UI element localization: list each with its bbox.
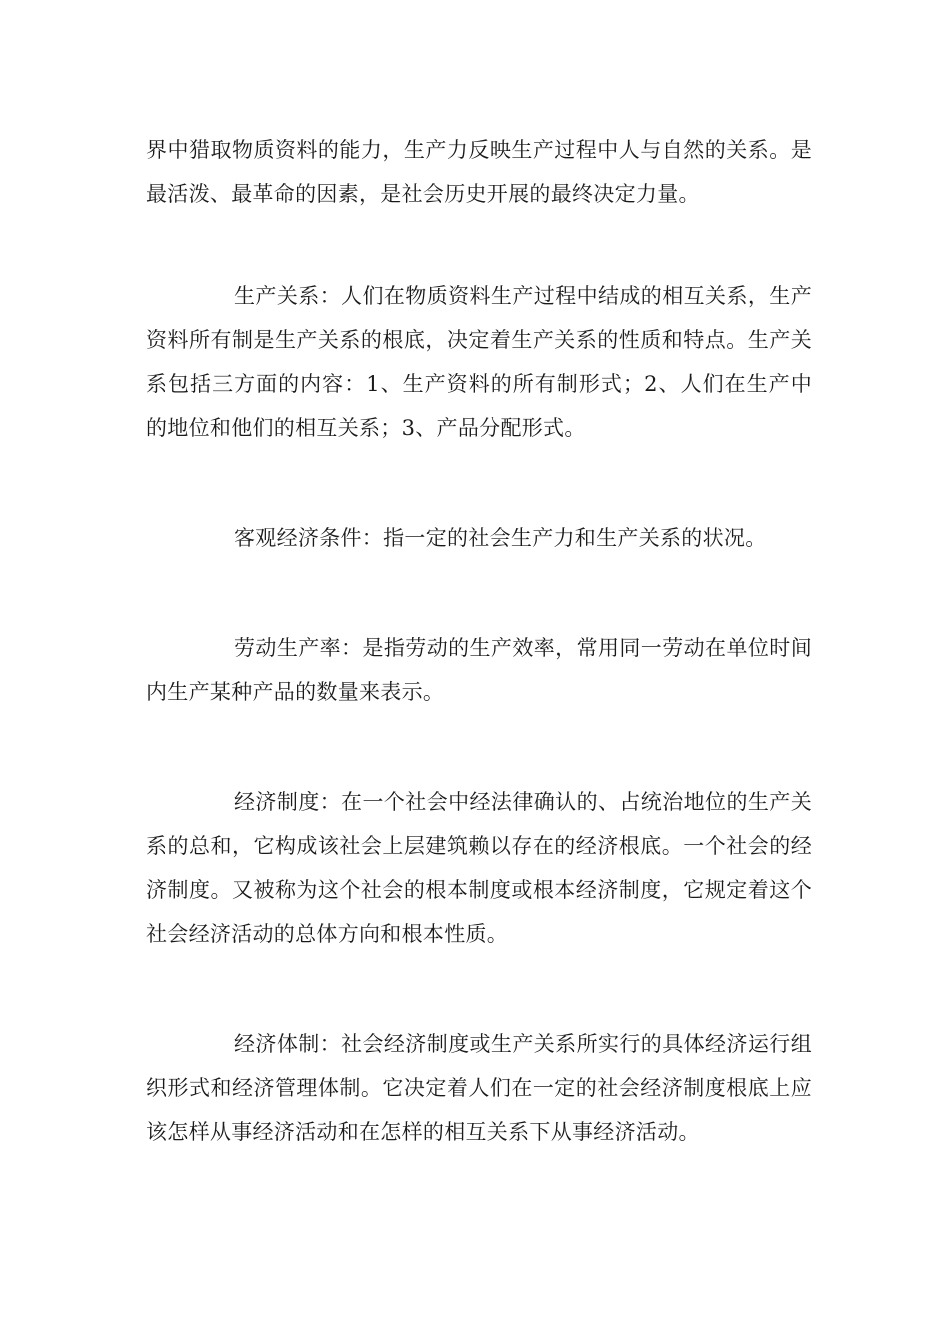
paragraph-economic-system: 经济制度：在一个社会中经法律确认的、占统治地位的生产关系的总和，它构成该社会上层建筑赖以存在的经济根底。一个社会的经济制度。又被称为这个社会的根本制度或根本经济制度，它规定着这个社会经济活动的总体方向和根本性质。 (146, 790, 812, 946)
paragraph-spacer (146, 216, 812, 274)
paragraph-economic-conditions: 客观经济条件：指一定的社会生产力和生产关系的状况。 (234, 526, 767, 550)
document-body (146, 128, 812, 1154)
paragraph-spacer (146, 714, 812, 780)
paragraph-spacer (146, 956, 812, 1022)
paragraph-production-relations: 生产关系：人们在物质资料生产过程中结成的相互关系，生产资料所有制是生产关系的根底，决定着生产关系的性质和特点。生产关系包括三方面的内容：1、生产资料的所有制形式；2、人们在生产中的地位和他们的相互关系；3、产品分配形式。 (146, 284, 812, 440)
paragraph-economic-mechanism: 经济体制：社会经济制度或生产关系所实行的具体经济运行组织形式和经济管理体制。它决定着人们在一定的社会经济制度根底上应该怎样从事经济活动和在怎样的相互关系下从事经济活动。 (146, 1032, 812, 1144)
paragraph-labor-productivity: 劳动生产率：是指劳动的生产效率，常用同一劳动在单位时间内生产某种产品的数量来表示。 (146, 636, 812, 704)
paragraph-spacer (146, 560, 812, 626)
paragraph-spacer (146, 450, 812, 516)
paragraph-continuation: 界中猎取物质资料的能力，生产力反映生产过程中人与自然的关系。是最活泼、最革命的因素，是社会历史开展的最终决定力量。 (146, 138, 812, 206)
